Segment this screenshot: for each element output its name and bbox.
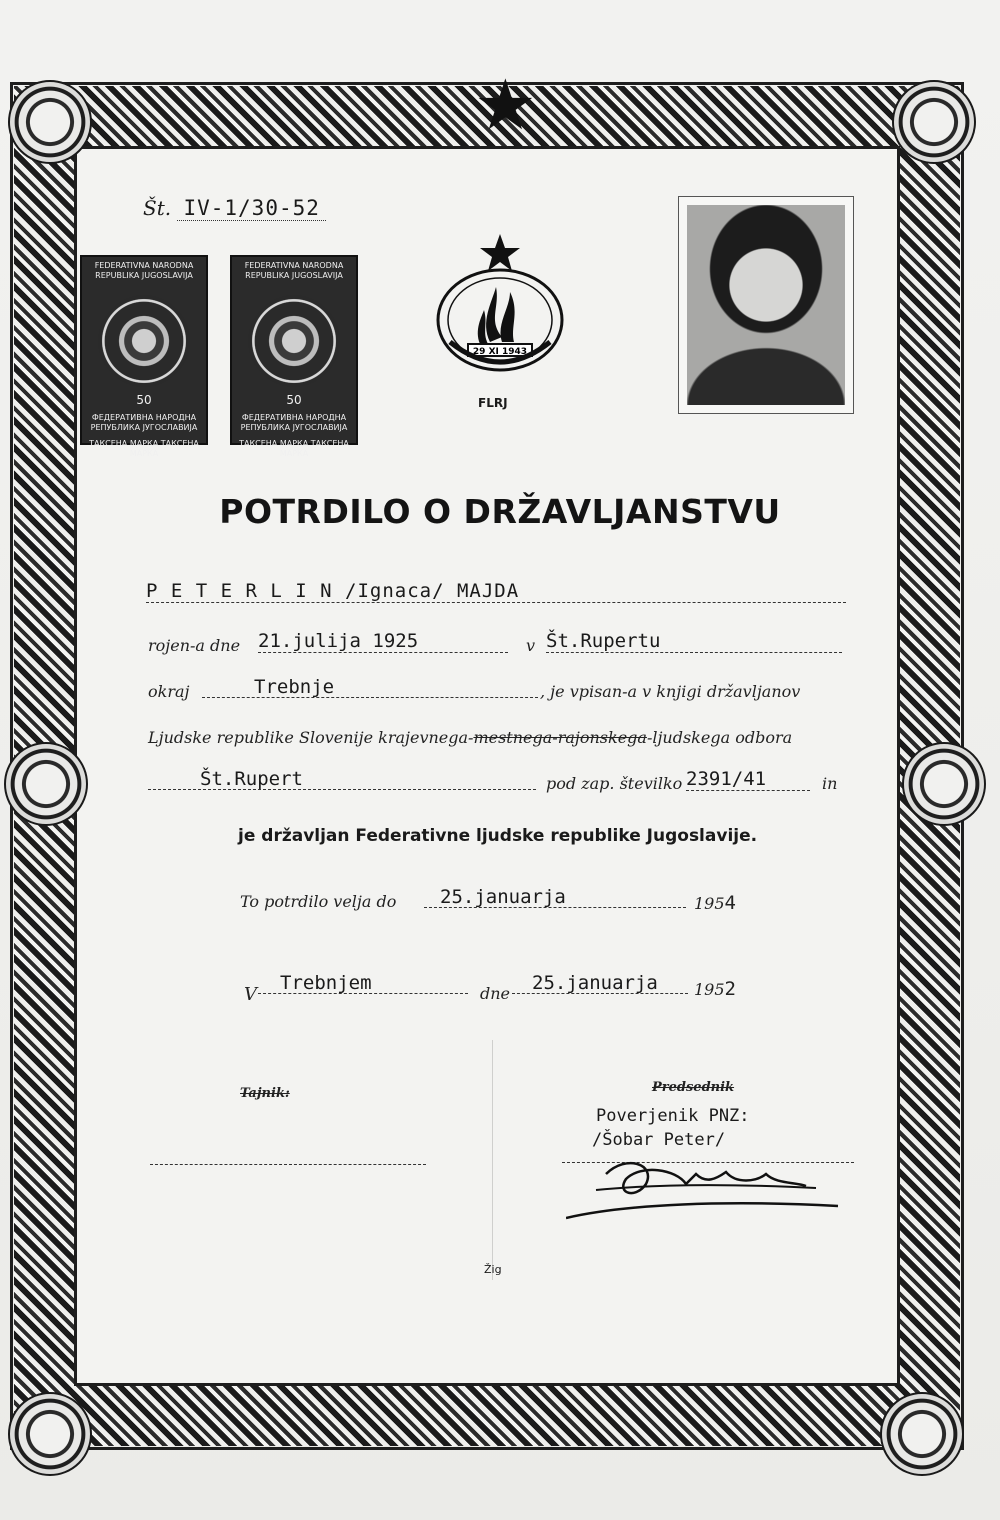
emblem-date: 29 XI 1943	[472, 347, 528, 357]
secretary-signature-line	[150, 1164, 426, 1165]
reference-number	[143, 196, 326, 220]
seal-label: Žig	[484, 1263, 502, 1276]
official-title: Poverjenik PNZ:	[596, 1106, 750, 1126]
born-date: 21.julija 1925	[258, 630, 508, 653]
portrait-image	[687, 205, 845, 405]
republic-text-part: Ljudske republike Slovenije krajevnega-	[148, 728, 474, 747]
registered-text: , je vpisan-a v knjigi državljanov	[540, 682, 801, 701]
register-label: pod zap. številko	[546, 774, 683, 793]
coat-of-arms-icon	[8, 80, 92, 164]
struck-text: mestnega-rajonskega	[473, 728, 647, 747]
issue-year	[694, 978, 736, 1000]
revenue-stamp	[230, 255, 358, 458]
portrait-photo	[678, 196, 854, 414]
issue-date: 25.januarja	[512, 972, 688, 994]
fold-line	[492, 1040, 493, 1280]
reference-label: Št.	[143, 196, 172, 220]
coat-of-arms-icon	[902, 742, 986, 826]
valid-year	[694, 892, 736, 914]
revenue-stamp	[80, 255, 208, 458]
coat-of-arms-icon	[8, 1392, 92, 1476]
issue-year-prefix: 195	[694, 980, 725, 999]
stamp-top-text: FEDERATIVNA NARODNA REPUBLIKA JUGOSLAVIJA	[244, 261, 344, 280]
official-name: /Šobar Peter/	[592, 1130, 726, 1150]
president-label: Predsednik	[652, 1080, 735, 1095]
valid-year-prefix: 195	[694, 894, 725, 913]
district-value: Trebnje	[202, 676, 538, 698]
stamp-emblem-icon	[248, 295, 340, 387]
handwritten-signature	[566, 1144, 846, 1224]
coat-of-arms-icon	[892, 80, 976, 164]
stamp-top-text: FEDERATIVNA NARODNA REPUBLIKA JUGOSLAVIJA	[94, 261, 194, 280]
stamp-bottom-text: ФЕДЕРАТИВНА НАРОДНА РЕПУБЛИКА ЈУГОСЛАВИЈА	[90, 413, 198, 432]
committee-value: Št.Rupert	[148, 768, 536, 790]
born-place: Št.Rupertu	[546, 630, 842, 653]
issue-year-digit: 2	[724, 978, 736, 1000]
in-word: in	[822, 774, 838, 793]
document-title: POTRDILO O DRŽAVLJANSTVU	[219, 492, 781, 531]
star-icon: ★	[474, 64, 537, 146]
stamp-value: 50	[136, 393, 152, 407]
stamp-value: 50	[286, 393, 302, 407]
stamp-caption: ТАКСЕНА МАРКА ТАКСЕНА МАРКА	[89, 439, 199, 458]
in-label: v	[526, 636, 536, 655]
stamp-emblem-icon	[98, 295, 190, 387]
born-label: rojen-a dne	[148, 636, 241, 655]
reference-value: IV-1/30-52	[177, 196, 325, 221]
stamp-caption: ТАКСЕНА МАРКА ТАКСЕНА МАРКА	[239, 439, 349, 458]
holder-name: P E T E R L I N /Ignaca/ MAJDA	[146, 580, 846, 603]
coat-of-arms-icon	[880, 1392, 964, 1476]
state-emblem-icon	[430, 232, 570, 392]
republic-text-part: -ljudskega odbora	[646, 728, 793, 747]
date-label: dne	[480, 984, 511, 1003]
valid-label: To potrdilo velja do	[240, 892, 397, 911]
republic-text	[148, 728, 792, 747]
valid-year-digit: 4	[724, 892, 736, 914]
issue-place: Trebnjem	[258, 972, 468, 994]
register-number: 2391/41	[686, 768, 810, 791]
citizen-statement: je državljan Federativne ljudske republike Jugoslavije.	[238, 826, 758, 846]
district-label: okraj	[148, 682, 190, 701]
secretary-label: Tajnik:	[240, 1086, 290, 1101]
emblem-label: FLRJ	[478, 396, 508, 410]
place-label: V	[244, 984, 257, 1005]
coat-of-arms-icon	[4, 742, 88, 826]
stamp-bottom-text: ФЕДЕРАТИВНА НАРОДНА РЕПУБЛИКА ЈУГОСЛАВИЈА	[240, 413, 348, 432]
valid-until: 25.januarja	[424, 886, 686, 908]
